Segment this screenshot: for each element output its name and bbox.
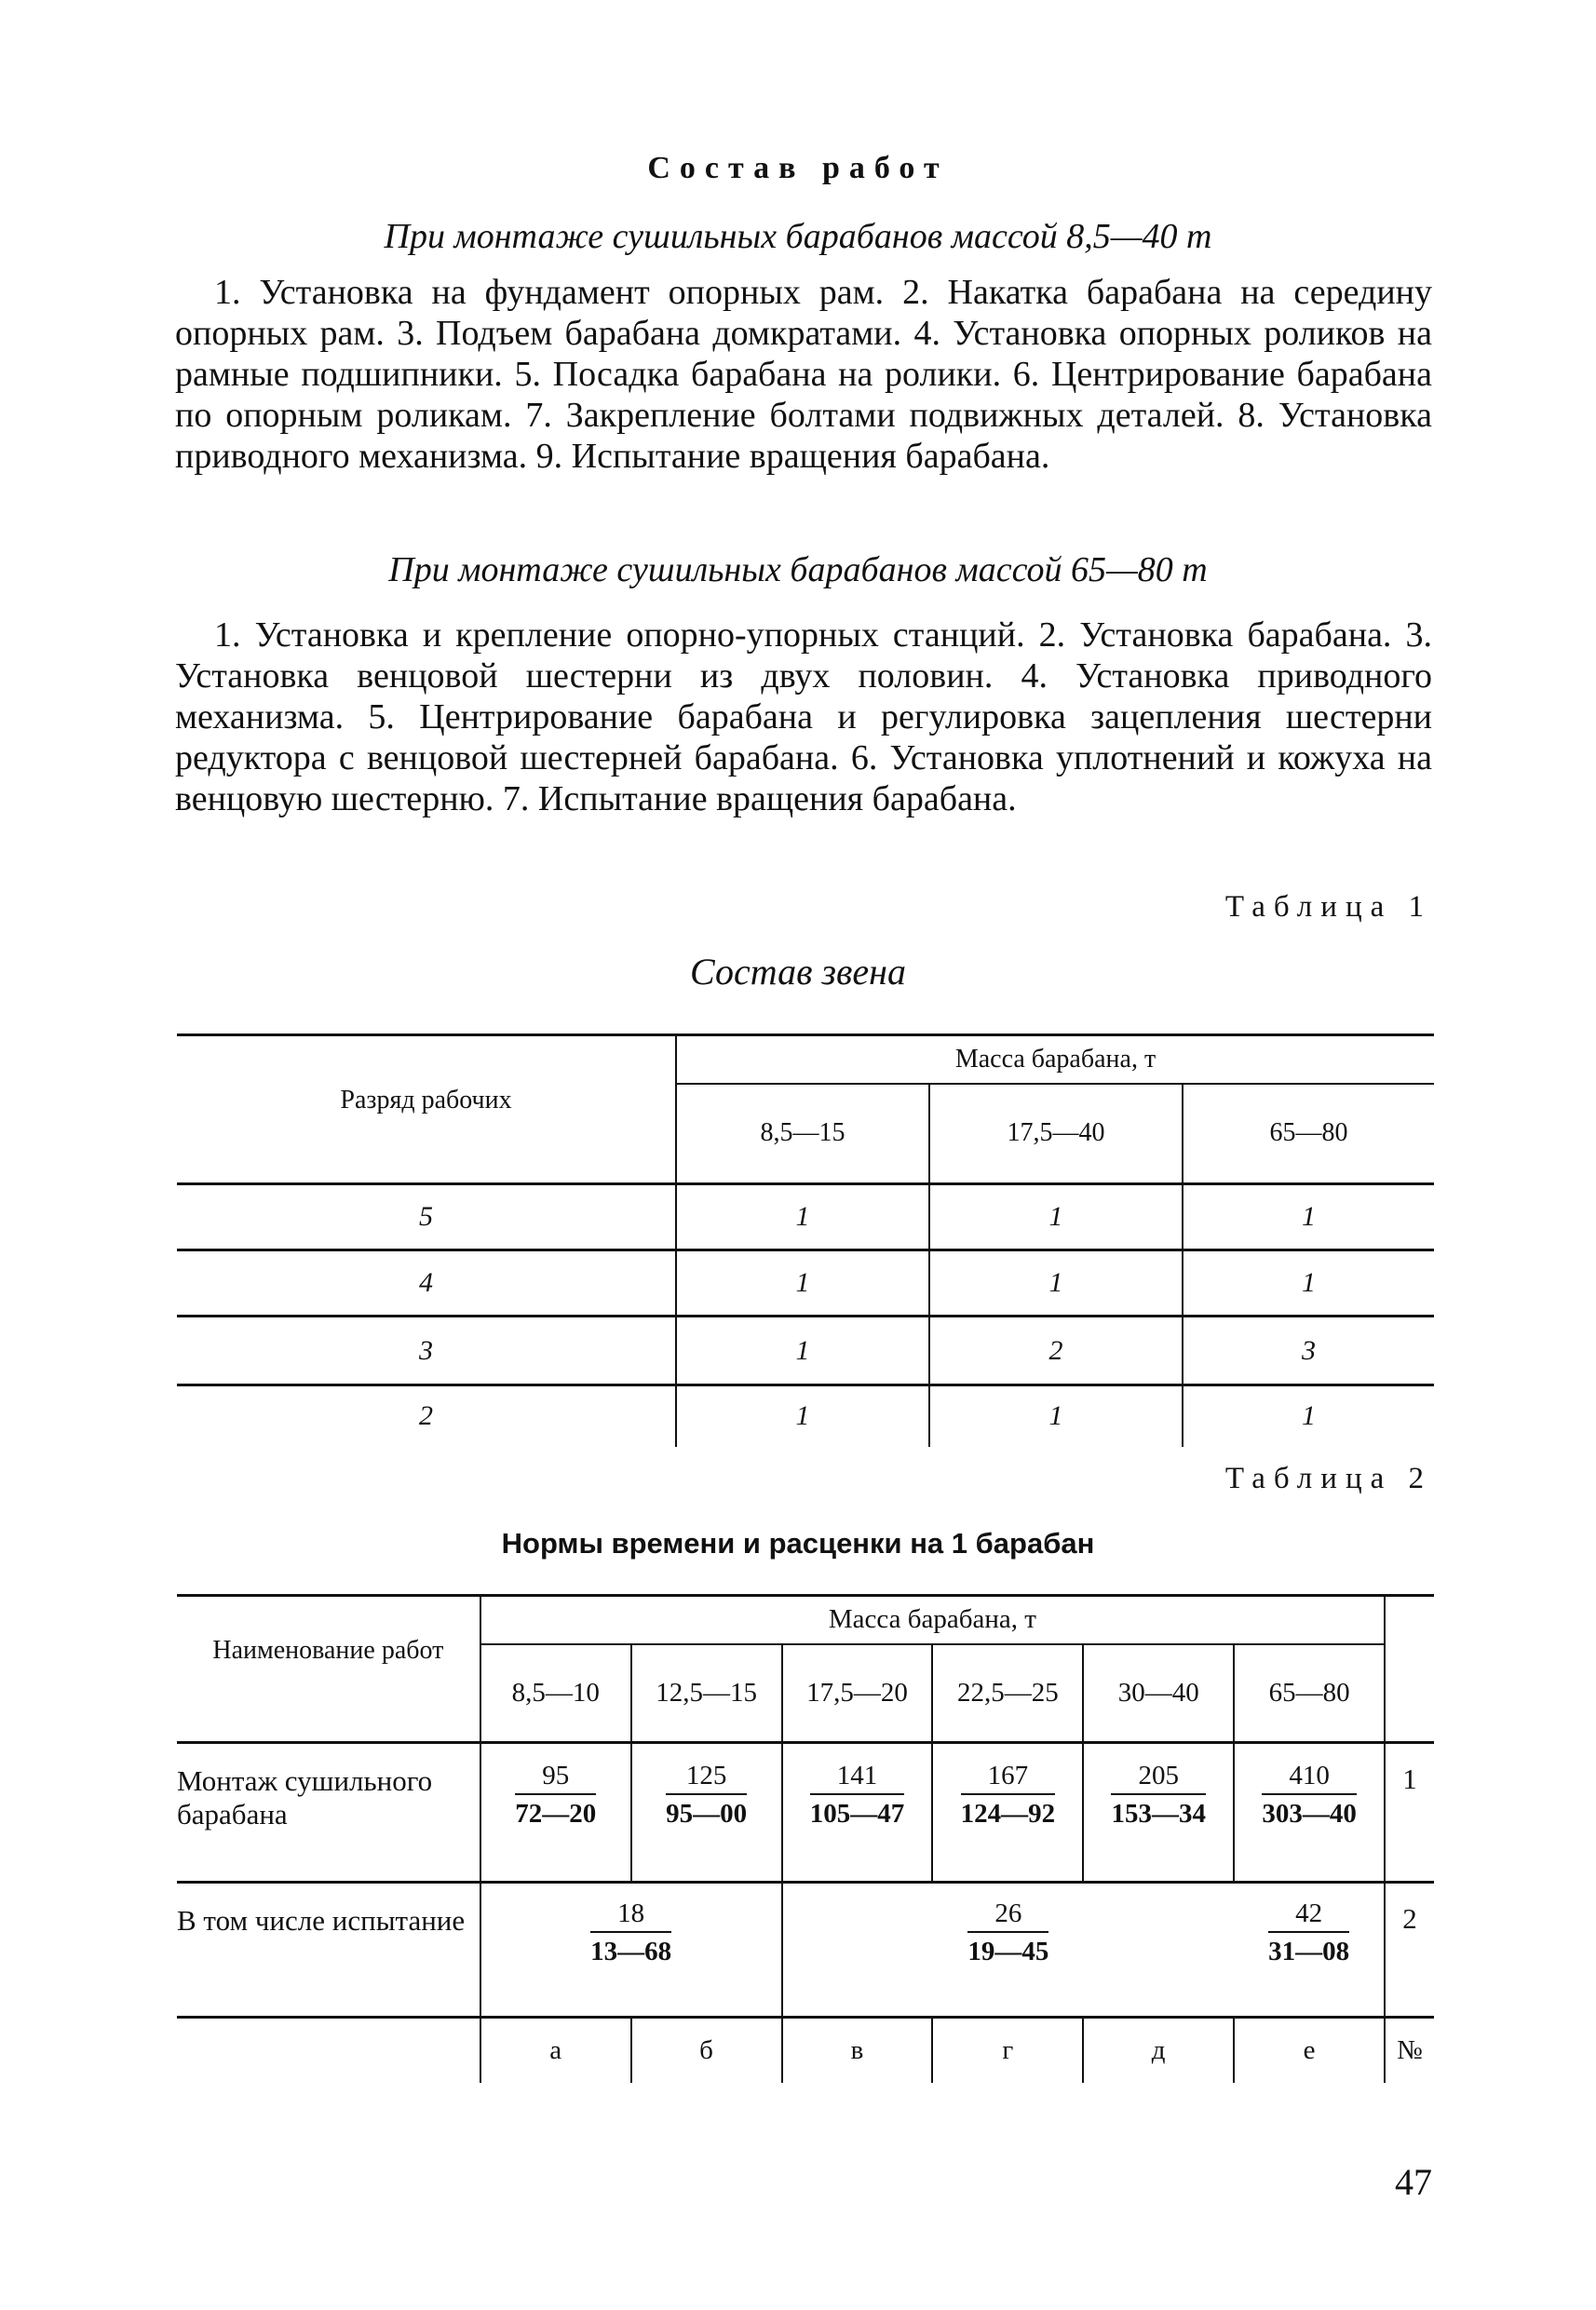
table-row	[177, 1184, 1434, 1250]
t2-cell	[932, 1743, 1083, 1883]
t1-cell: 1	[676, 1385, 929, 1447]
t2-num-header-empty	[1385, 1596, 1434, 1743]
t2-letter: б	[631, 2018, 782, 2083]
table-row	[177, 1385, 1434, 1447]
t2-col-header: 22,5—25	[932, 1644, 1083, 1743]
table-row	[177, 1743, 1434, 1883]
t2-rate: 13—68	[590, 1937, 672, 1966]
t2-cell	[631, 1743, 782, 1883]
t1-grade: 5	[177, 1184, 676, 1250]
t1-group-header: Масса барабана, т	[676, 1035, 1434, 1084]
t2-cell	[1234, 1883, 1385, 2018]
t2-cell	[480, 1743, 631, 1883]
t2-norm: 205	[1111, 1761, 1206, 1795]
t1-cell: 1	[1183, 1184, 1434, 1250]
section2-title: При монтаже сушильных барабанов массой 65—80 т	[388, 550, 1208, 589]
table-row	[177, 1883, 1434, 2018]
t2-norm: 410	[1262, 1761, 1357, 1795]
t2-cell	[1234, 1743, 1385, 1883]
t1-cell: 1	[676, 1250, 929, 1317]
t2-norm: 141	[810, 1761, 905, 1795]
t2-cell	[782, 1883, 1235, 2018]
t2-group-header: Масса барабана, т	[480, 1596, 1385, 1644]
t1-cell: 1	[676, 1184, 929, 1250]
table-row	[177, 2018, 1434, 2083]
t2-rate: 19—45	[967, 1937, 1049, 1966]
t1-col-header: 65—80	[1183, 1084, 1434, 1184]
t2-rate: 31—08	[1268, 1937, 1350, 1966]
t2-rate: 124—92	[960, 1799, 1056, 1829]
t2-cell	[1083, 1743, 1234, 1883]
t2-norm: 26	[967, 1898, 1048, 1933]
t2-rate: 303—40	[1262, 1799, 1357, 1829]
t1-col-header: 17,5—40	[929, 1084, 1183, 1184]
section-heading: Состав работ	[647, 151, 949, 185]
table-row	[177, 1250, 1434, 1317]
t2-row-number: 2	[1385, 1883, 1434, 2018]
t1-cell: 1	[929, 1184, 1183, 1250]
t2-letter: е	[1234, 2018, 1385, 2083]
t1-grade: 4	[177, 1250, 676, 1317]
t2-row-number: 1	[1385, 1743, 1434, 1883]
table1-title: Состав звена	[689, 951, 906, 993]
t2-col-header: 12,5—15	[631, 1644, 782, 1743]
section2-text: 1. Установка и крепление опорно-упорных станций. 2. Установка барабана. 3. Установка венцовой шестерни из двух половин. 4. Установка приводного механизма. 5. Центрирование барабана и регулировка зацепления шестерни редуктора с венцовой шестерней барабана. 6. Установка уплотнений и кожуха на венцовую шестерню. 7. Испытание вращения барабана.	[175, 615, 1432, 818]
section1-text: 1. Установка на фундамент опорных рам. 2. Накатка барабана на середину опорных рам. 3. Подъем барабана домкратами. 4. Установка опорных роликов на рамные подшипники. 5. Посадка барабана на ролики. 6. Центрирование барабана по опорным роликам. 7. Закрепление болтами подвижных деталей. 8. Установка приводного механизма. 9. Испытание вращения барабана.	[175, 273, 1432, 476]
t2-letter: а	[480, 2018, 631, 2083]
t1-col-header: 8,5—15	[676, 1084, 929, 1184]
t1-cell: 3	[1183, 1317, 1434, 1385]
t1-grade: 2	[419, 1400, 433, 1432]
t2-empty-cell	[177, 2018, 480, 2083]
t2-letter: д	[1083, 2018, 1234, 2083]
t2-row-header: Наименование работ	[177, 1596, 480, 1743]
t1-cell: 1	[1183, 1250, 1434, 1317]
t2-col-header: 17,5—20	[782, 1644, 933, 1743]
t2-letter: в	[782, 2018, 933, 2083]
t2-norm: 18	[590, 1898, 671, 1933]
t2-work-name: Монтаж сушильного барабана	[177, 1743, 480, 1883]
table-row	[177, 1317, 1434, 1385]
table2-caption: Таблица 2	[1224, 1462, 1432, 1495]
t1-row-header: Разряд рабочих	[177, 1035, 676, 1184]
t2-norm: 167	[961, 1761, 1056, 1795]
table2-title: Нормы времени и расценки на 1 барабан	[501, 1527, 1095, 1560]
t2-num-label: №	[1385, 2018, 1434, 2083]
table1-caption: Таблица 1	[1224, 890, 1432, 924]
t2-rate: 153—34	[1111, 1799, 1206, 1829]
t1-cell: 2	[929, 1317, 1183, 1385]
t2-rate: 105—47	[809, 1799, 905, 1829]
t2-col-header: 65—80	[1234, 1644, 1385, 1743]
t1-grade: 3	[177, 1317, 676, 1385]
t2-col-header: 8,5—10	[480, 1644, 631, 1743]
t1-cell: 1	[929, 1250, 1183, 1317]
t2-rate: 72—20	[515, 1799, 597, 1829]
section1-paragraph	[175, 272, 1432, 477]
t2-norm: 42	[1268, 1898, 1349, 1933]
t2-norm: 95	[515, 1761, 596, 1795]
t2-cell	[480, 1883, 782, 2018]
t2-letter: г	[932, 2018, 1083, 2083]
t2-col-header: 30—40	[1083, 1644, 1234, 1743]
t1-cell: 1	[676, 1317, 929, 1385]
time-norms-table	[177, 1594, 1434, 2083]
t2-work-name: В том числе испытание	[177, 1883, 480, 2018]
t2-cell	[782, 1743, 933, 1883]
t2-norm: 125	[666, 1761, 747, 1795]
t1-cell: 1	[1183, 1385, 1434, 1447]
section2-paragraph	[175, 615, 1432, 819]
page-number: 47	[1395, 2161, 1432, 2203]
t2-rate: 95—00	[666, 1799, 748, 1829]
t1-cell: 1	[929, 1385, 1183, 1447]
crew-composition-table	[177, 1033, 1434, 1447]
section1-title: При монтаже сушильных барабанов массой 8,5—40 т	[384, 217, 1212, 256]
